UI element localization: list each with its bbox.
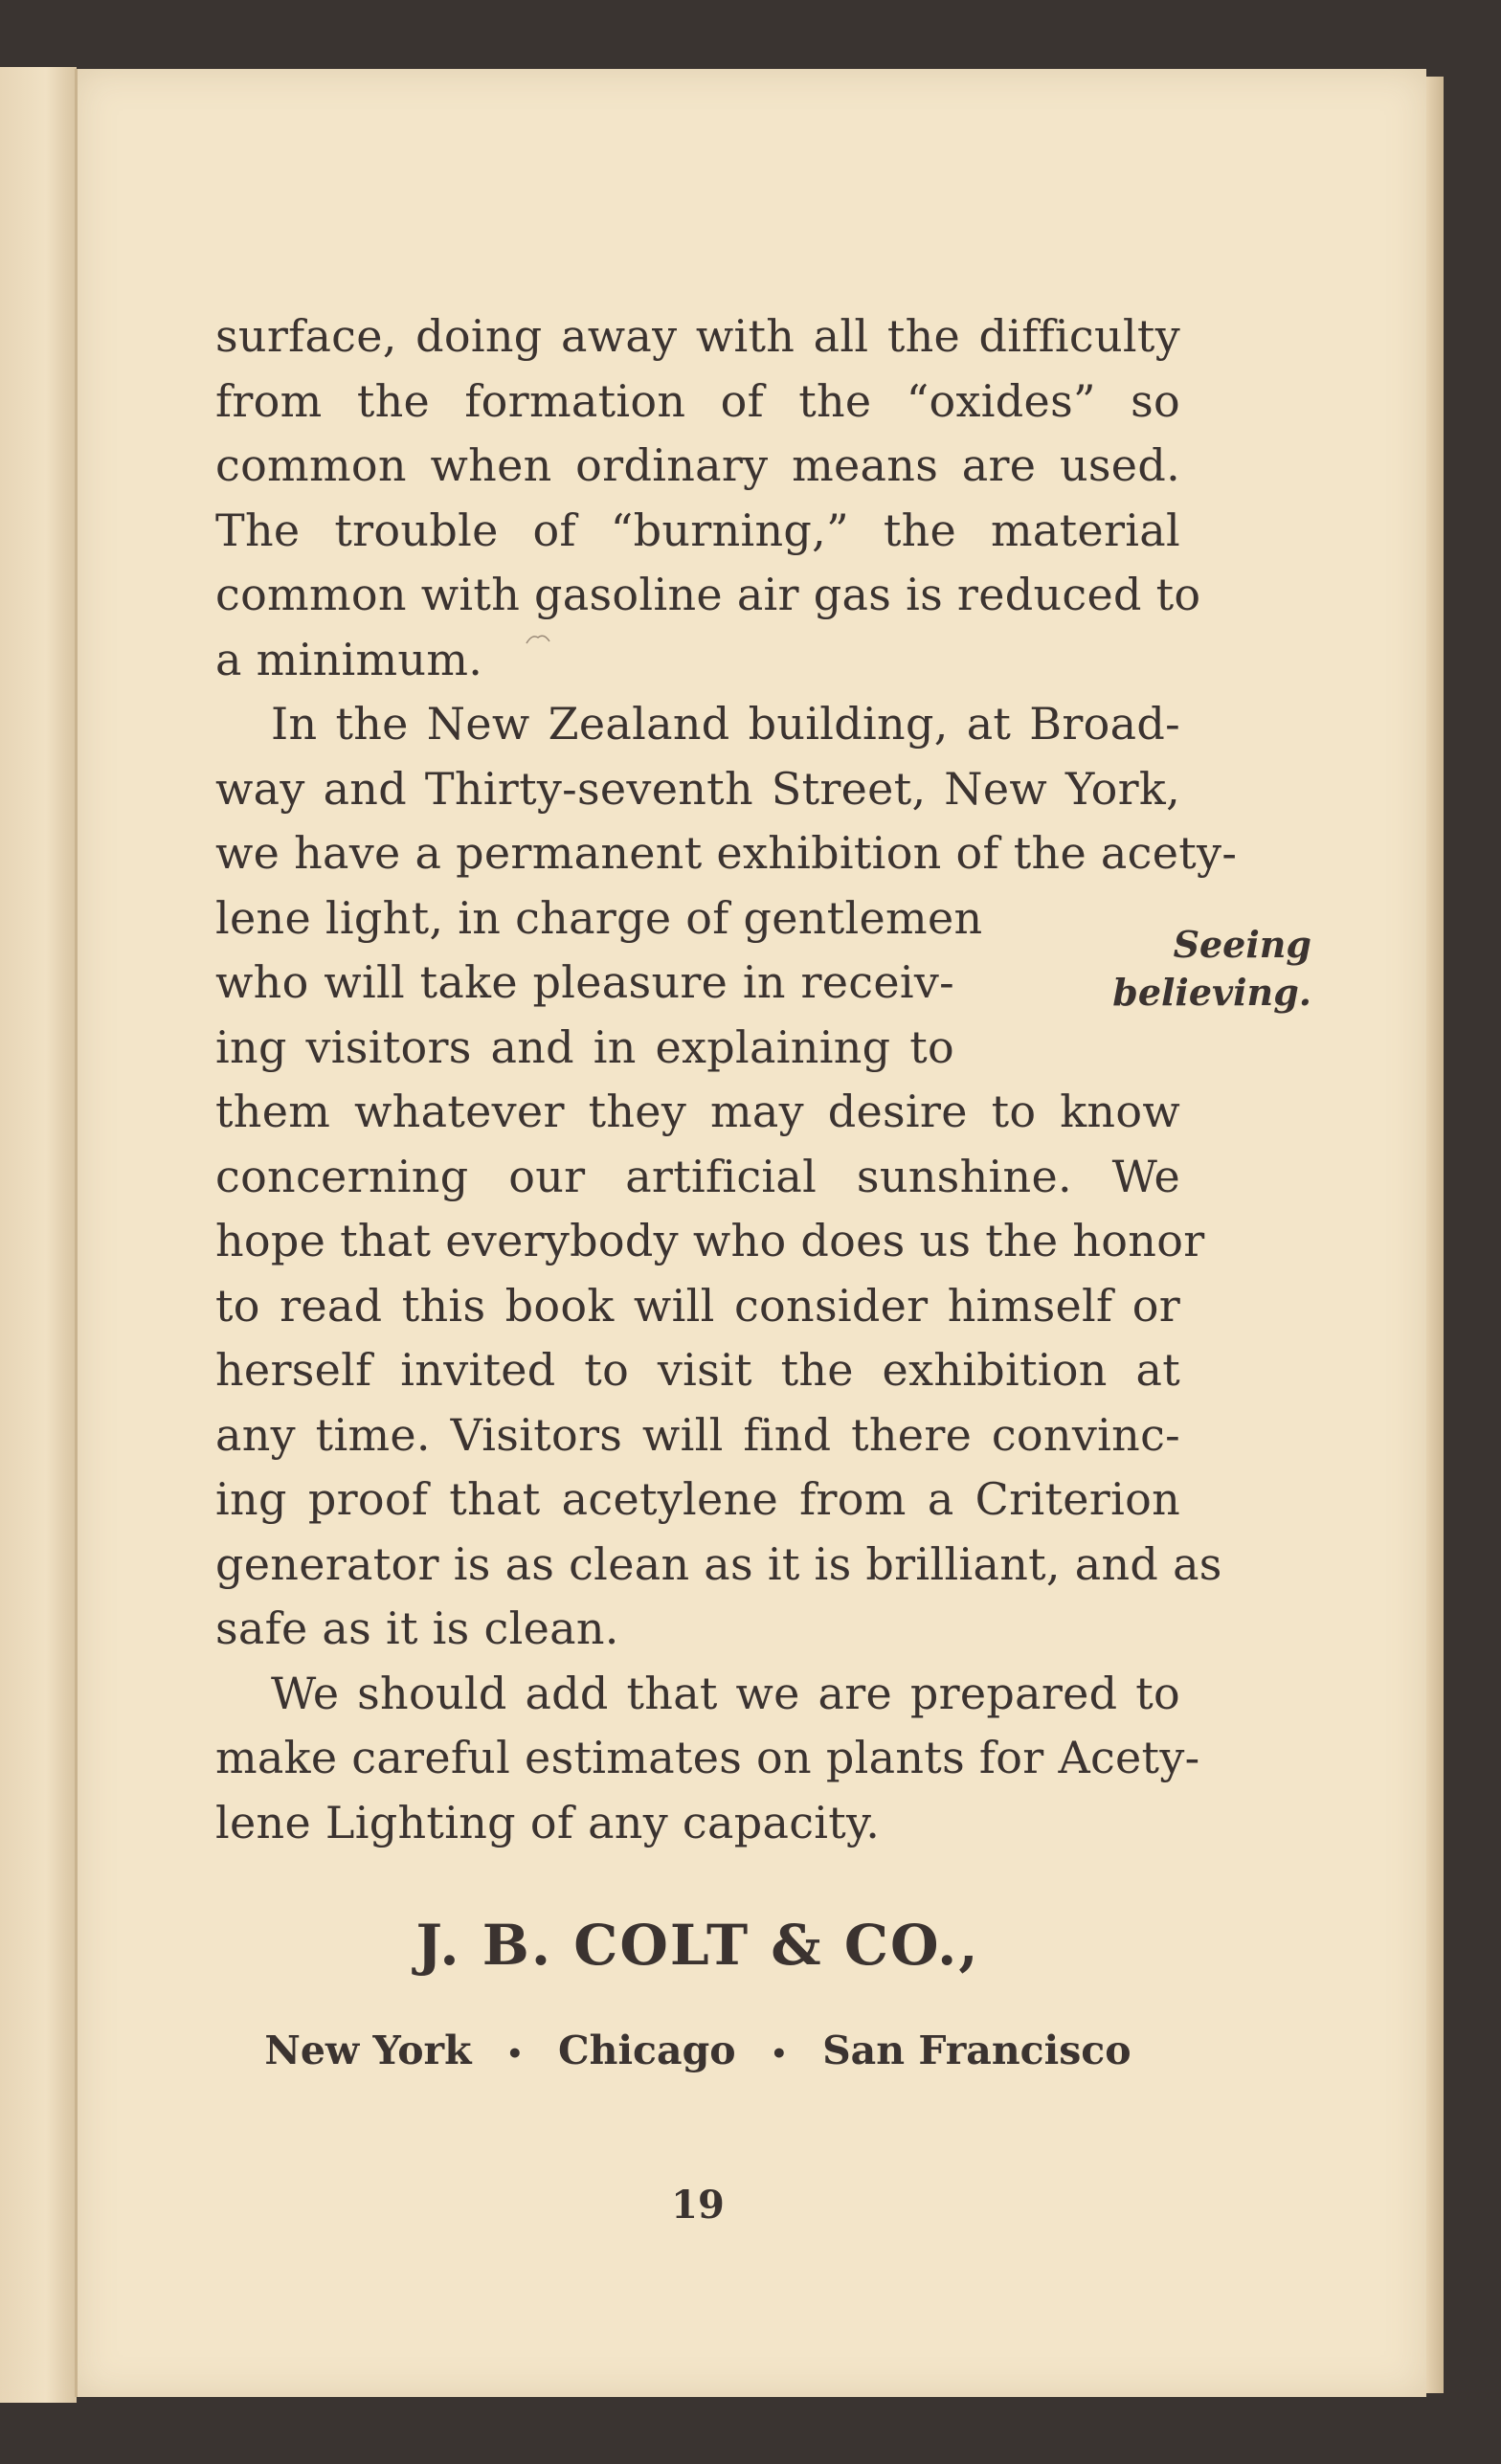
margin-note: [1082, 921, 1311, 1017]
text-line: hope that everybody who does us the honor: [215, 1215, 1205, 1266]
page-number: 19: [671, 2183, 725, 2228]
text-line: safe as it is clean.: [215, 1602, 619, 1654]
text-line: make careful estimates on plants for Acety-: [215, 1732, 1200, 1783]
text-line: who will take pleasure in receiv-: [215, 956, 954, 1008]
text-line: herself invited to visit the exhibition at: [215, 1344, 1180, 1396]
text-line: ing visitors and in explaining to: [215, 1020, 954, 1073]
city-chicago: Chicago: [558, 2027, 736, 2073]
page-fore-edge: [1426, 77, 1444, 2393]
margin-note-line: Seeing: [1173, 923, 1311, 966]
margin-note-line: believing.: [1112, 971, 1311, 1014]
city-san-francisco: San Francisco: [822, 2027, 1131, 2073]
text-line: we have a permanent exhibition of the acety-: [215, 827, 1238, 879]
text-line: a minimum.: [215, 633, 483, 685]
book-gutter: [75, 69, 78, 2397]
firm-name: J. B. COLT & CO.,: [415, 1913, 980, 1978]
bullet-separator: •: [505, 2038, 524, 2070]
text-line: any time. Visitors will find there convinc-: [215, 1408, 1180, 1461]
text-line: lene light, in charge of gentlemen: [215, 891, 983, 944]
text-line: common when ordinary means are used.: [215, 439, 1180, 491]
text-line: The trouble of “burning,” the material: [215, 504, 1180, 556]
bullet-separator: •: [770, 2038, 788, 2070]
text-line: them whatever they may desire to know: [215, 1086, 1180, 1137]
text-line: ing proof that acetylene from a Criterion: [215, 1473, 1180, 1525]
text-line: generator is as clean as it is brilliant, and as: [215, 1537, 1222, 1590]
text-line: way and Thirty-seventh Street, New York,: [215, 762, 1180, 815]
text-line: common with gasoline air gas is reduced to: [215, 569, 1201, 620]
text-line: We should add that we are prepared to: [271, 1667, 1180, 1719]
text-line: to read this book will consider himself or: [215, 1279, 1180, 1332]
facing-page-edge: [0, 67, 77, 2403]
text-line: concerning our artificial sunshine. We: [215, 1150, 1180, 1202]
text-line: surface, doing away with all the difficulty: [215, 310, 1180, 362]
text-line: lene Lighting of any capacity.: [215, 1796, 881, 1848]
city-new-york: New York: [264, 2027, 472, 2073]
text-line: In the New Zealand building, at Broad-: [271, 698, 1180, 750]
text-line: from the formation of the “oxides” so: [215, 374, 1180, 427]
city-list: [215, 2027, 1180, 2073]
